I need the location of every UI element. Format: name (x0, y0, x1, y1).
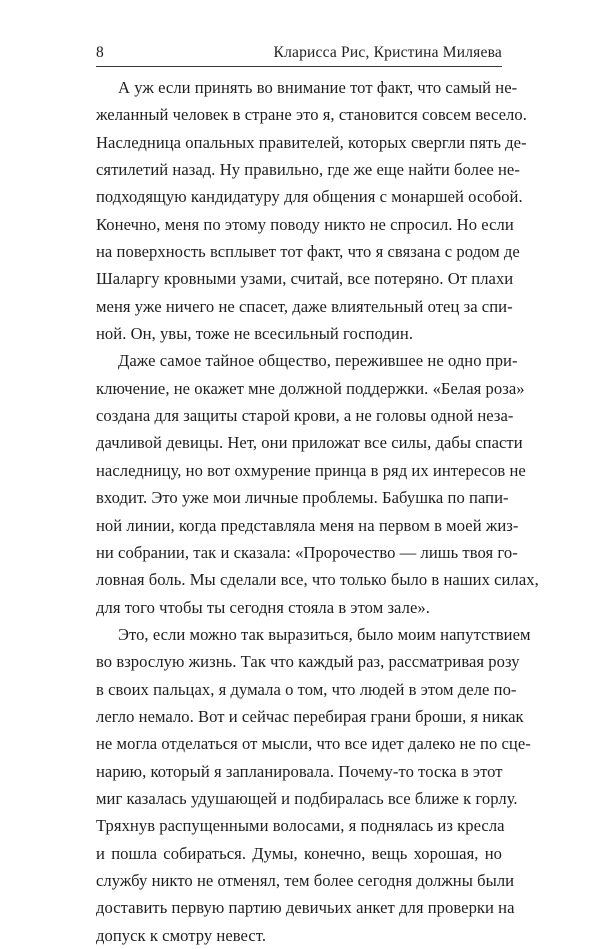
text-line: Тряхнув распущенными волосами, я поднялась из кресла (96, 816, 505, 836)
text-line: Это, если можно так выразиться, было моим напутствием (118, 624, 531, 644)
text-line: в своих пальцах, я думала о том, что людей в этом деле по- (96, 679, 517, 699)
text-line: во взрослую жизнь. Так что каждый раз, рассматривая розу (96, 652, 520, 672)
text-line: для того чтобы ты сегодня стояла в этом зале». (96, 597, 430, 617)
running-title: Кларисса Рис, Кристина Миляева (273, 44, 502, 61)
text-line: ни собрании, так и сказала: «Пророчество — лишь твоя го- (96, 542, 518, 562)
body-text (96, 74, 539, 949)
text-line: создана для защиты старой крови, а не головы одной неза- (96, 406, 514, 426)
paragraph (96, 621, 531, 949)
text-line: допуск к смотру невест. (96, 925, 267, 945)
paragraph (96, 347, 539, 620)
text-line: Наследница опальных правителей, которых свергли пять де- (96, 132, 527, 152)
text-line: Даже самое тайное общество, пережившее не одно при- (118, 351, 518, 371)
text-line: Конечно, меня по этому поводу никто не спросил. Но если (96, 214, 514, 234)
text-line: входит. Это уже мои личные проблемы. Бабушка по папи- (96, 488, 509, 508)
text-line: Шаларгу кровными узами, считай, все потеряно. От плахи (96, 269, 514, 289)
text-line: не могла отделаться от мысли, что все идет далеко не по сце- (96, 734, 531, 754)
text-line: и пошла собираться. Думы, конечно, вещь хорошая, но (96, 843, 502, 863)
header-rule (96, 66, 502, 67)
text-line: желанный человек в стране это я, становится совсем весело. (96, 105, 527, 125)
text-line: меня уже ничего не спасет, даже влиятельный отец за спи- (96, 296, 513, 316)
text-line: ной линии, когда представляла меня на первом в моей жиз- (96, 515, 519, 535)
text-line: легло немало. Вот и сейчас перебирая грани броши, я никак (96, 706, 524, 726)
text-line: на поверхность всплывет тот факт, что я связана с родом де (96, 242, 520, 262)
paragraph (96, 74, 527, 347)
text-line: ной. Он, увы, тоже не всесильный господин. (96, 324, 414, 344)
text-line: подходящую кандидатуру для общения с монаршей особой. (96, 187, 523, 207)
text-line: дачливой девицы. Нет, они приложат все силы, дабы спасти (96, 433, 523, 453)
text-line: ловная боль. Мы сделали все, что только было в наших силах, (96, 570, 539, 590)
text-line: ключение, не окажет мне должной поддержки. «Белая роза» (96, 378, 525, 398)
text-line: миг казалась удушающей и подбиралась все ближе к горлу. (96, 788, 518, 808)
text-line: наследницу, но вот охмурение принца в ряд их интересов не (96, 460, 526, 480)
running-header (96, 40, 502, 62)
text-line: нарию, который я запланировала. Почему-то тоска в этот (96, 761, 503, 781)
text-line: службу никто не отменял, тем более сегодня должны были (96, 870, 515, 890)
text-line: А уж если принять во внимание тот факт, что самый не- (118, 78, 518, 97)
text-line: доставить первую партию девичьих анкет для проверки на (96, 898, 515, 918)
page-number: 8 (96, 44, 104, 61)
text-line: сятилетий назад. Ну правильно, где же еще найти более не- (96, 160, 520, 180)
